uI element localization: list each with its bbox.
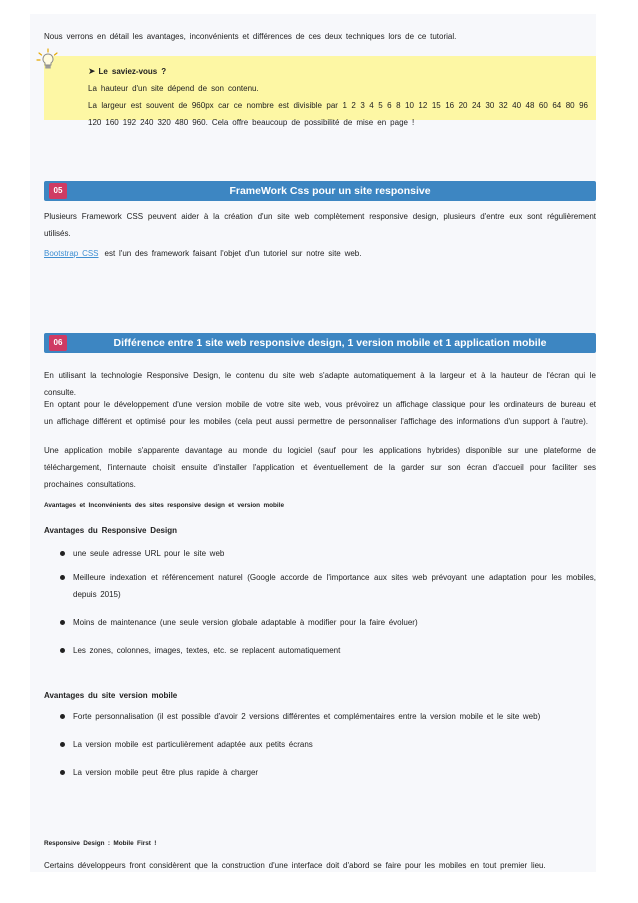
arrow-right-icon: ➤	[88, 66, 96, 76]
section-title: FrameWork Css pour un site responsive	[229, 185, 431, 197]
rd-advantages-heading: Avantages du Responsive Design	[44, 526, 177, 535]
mobile-advantages-heading: Avantages du site version mobile	[44, 691, 178, 700]
mobile-first-paragraph: Certains développeurs front considèrent que la construction d'une interface doit d'abord se faire pour les mobiles en tout premier lieu.	[44, 861, 546, 870]
bootstrap-link[interactable]: Bootstrap CSS	[44, 249, 99, 258]
small-heading: Avantages et Inconvénients des sites responsive design et version mobile	[44, 502, 285, 509]
frameworks-paragraph: Plusieurs Framework CSS peuvent aider à la création d'un site web complètement responsive design, plusieurs d'entre eux sont régulièrement utilisés.	[44, 212, 596, 238]
intro-paragraph: Nous verrons en détail les avantages, inconvénients et différences de ces deux techniques lors de ce tutorial.	[44, 32, 457, 41]
mobile-version-paragraph: En optant pour le développement d'une version mobile de votre site web, vous prévoirez un affichage classique pour les ordinateurs de bureau et un affichage différent et optimisé pour les mobiles (cela peut aussi permettre de personnaliser l'affichage des informations d'un support à l'autre).	[44, 400, 596, 426]
list-item: Les zones, colonnes, images, textes, etc. se replacent automatiquement	[60, 642, 596, 659]
tip-line-2: La largeur est souvent de 960px car ce nombre est divisible par 1 2 3 4 5 6 8 10 12 15 16 20 24 30 32 40 48 60 64 80 96 120 160 192 240 320 480 960. Cela offre beaucoup de possibilité de mise en page !	[88, 101, 588, 127]
lightbulb-icon	[36, 48, 60, 72]
list-item: La version mobile peut être plus rapide à charger	[60, 764, 596, 781]
bootstrap-paragraph-text: est l'un des framework faisant l'objet d'un tutoriel sur notre site web.	[104, 249, 362, 258]
list-item: Meilleure indexation et référencement naturel (Google accorde de l'importance aux sites web prévoyant une adaptation pour les mobiles, depuis 2015)	[60, 569, 596, 603]
tip-box	[44, 56, 596, 127]
tip-text	[88, 63, 588, 131]
section-title: Différence entre 1 site web responsive design, 1 version mobile et 1 application mobile	[113, 337, 547, 349]
rd-advantages-list	[60, 545, 596, 659]
mobile-advantages-list	[60, 708, 596, 781]
responsive-paragraph: En utilisant la technologie Responsive Design, le contenu du site web s'adapte automatiquement à la largeur et à la hauteur de l'écran qui le consulte.	[44, 371, 596, 397]
list-item: Moins de maintenance (une seule version globale adaptable à modifier pour la faire évoluer)	[60, 614, 596, 631]
tip-line-1: La hauteur d'un site dépend de son contenu.	[88, 84, 259, 93]
mobile-app-paragraph: Une application mobile s'apparente davantage au monde du logiciel (sauf pour les applications hybrides) disponible sur une plateforme de téléchargement, l'internaute choisit ensuite d'installer l'application et éventuellement de la garder sur son écran d'accueil pour faciliter ses prochaines consultations.	[44, 446, 596, 489]
section-number-badge: 05	[49, 183, 67, 199]
list-item: La version mobile est particulièrement adaptée aux petits écrans	[60, 736, 596, 753]
section-number-badge: 06	[49, 335, 67, 351]
mobile-first-heading: Responsive Design : Mobile First !	[44, 840, 157, 847]
bootstrap-paragraph	[44, 245, 596, 262]
list-item: une seule adresse URL pour le site web	[60, 545, 596, 562]
list-item: Forte personnalisation (il est possible d'avoir 2 versions différentes et complémentaires entre la version mobile et le site web)	[60, 708, 596, 725]
tip-heading: ➤ Le saviez-vous ?	[88, 66, 167, 76]
section-06-banner	[44, 333, 596, 353]
section-05-banner	[44, 181, 596, 201]
